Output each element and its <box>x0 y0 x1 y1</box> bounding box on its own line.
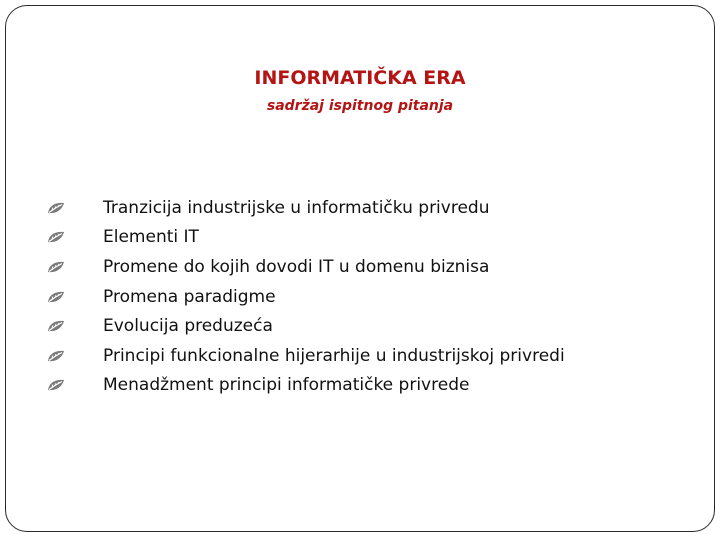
leaf-bullet-icon <box>46 201 66 215</box>
leaf-bullet-icon <box>46 290 66 304</box>
bullet-list <box>46 193 565 400</box>
list-item-text: Tranzicija industrijske u informatičku privredu <box>103 197 490 218</box>
list-item <box>46 252 565 282</box>
list-item-text: Promene do kojih dovodi IT u domenu biznisa <box>103 256 490 277</box>
list-item <box>46 371 565 401</box>
leaf-bullet-icon <box>46 260 66 274</box>
list-item <box>46 223 565 253</box>
list-item-text: Promena paradigme <box>103 286 276 307</box>
leaf-bullet-icon <box>46 319 66 333</box>
list-item-text: Menadžment principi informatičke privrede <box>103 375 470 396</box>
slide-title: INFORMATIČKA ERA <box>254 67 466 89</box>
list-item <box>46 282 565 312</box>
list-item-text: Principi funkcionalne hijerarhije u industrijskoj privredi <box>103 345 565 366</box>
list-item <box>46 193 565 223</box>
list-item <box>46 311 565 341</box>
list-item-text: Evolucija preduzeća <box>103 316 273 337</box>
slide-subtitle: sadržaj ispitnog pitanja <box>266 98 454 114</box>
leaf-bullet-icon <box>46 378 66 392</box>
list-item-text: Elementi IT <box>103 227 199 248</box>
leaf-bullet-icon <box>46 349 66 363</box>
leaf-bullet-icon <box>46 230 66 244</box>
list-item <box>46 341 565 371</box>
